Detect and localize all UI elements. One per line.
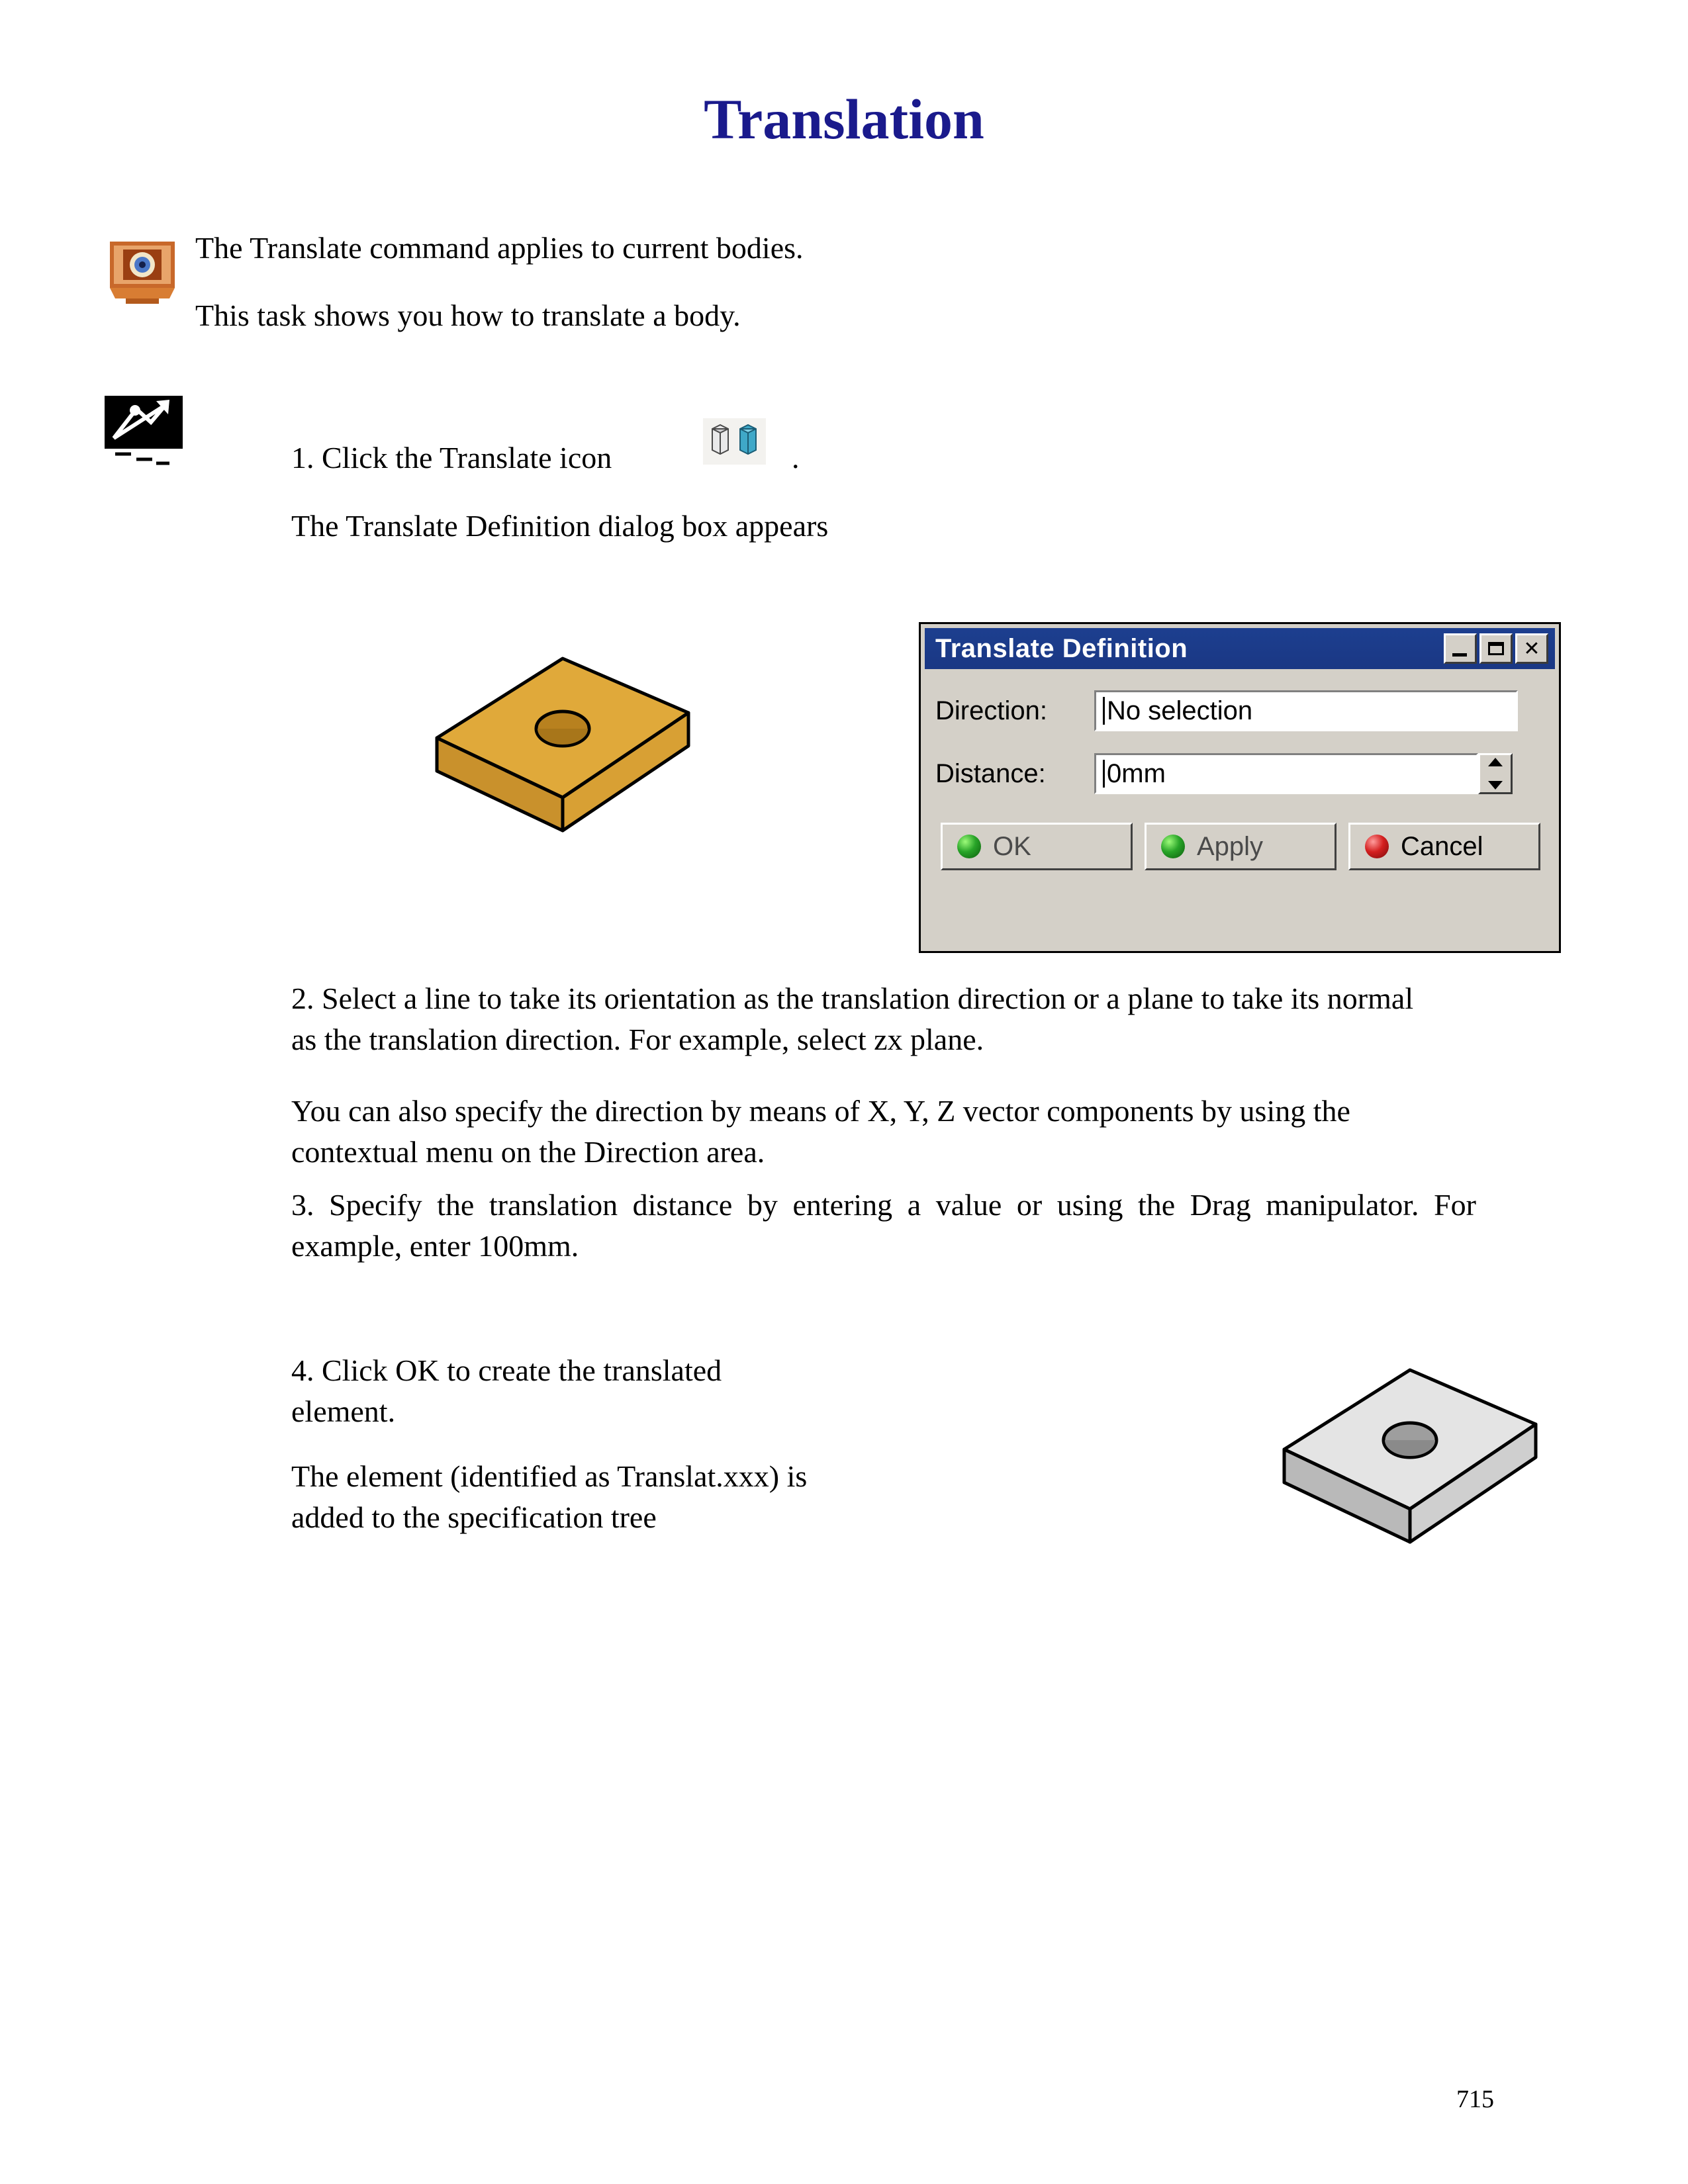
minimize-button[interactable] [1444,633,1477,664]
step1-period: . [792,441,800,475]
translate-tool-icon [105,396,194,469]
step4-note-text: The element (identified as Translat.xxx) is added to the specification tree [291,1459,808,1534]
distance-label: Distance: [935,758,1046,788]
distance-row [935,753,1513,794]
apply-button-label: Apply [1197,831,1264,861]
close-button[interactable]: ✕ [1515,633,1548,664]
page-title: Translation [704,87,984,151]
direction-row [935,690,1518,731]
intro-line-1: The Translate command applies to current bodies. [195,231,804,265]
step2-text: 2. Select a line to take its orientation as the translation direction or a plane to take its normal as the translation direction. For example, select zx plane. [291,981,1414,1056]
cancel-button-label: Cancel [1401,831,1483,861]
cancel-button[interactable] [1348,823,1540,870]
distance-value: 0mm [1107,758,1166,788]
distance-input[interactable] [1094,753,1478,794]
minimize-icon [1452,653,1467,657]
yellow-pad-with-hole-3d [397,639,708,857]
text-caret [1103,760,1105,788]
red-bullet-icon [1365,835,1389,858]
distance-stepper[interactable] [1478,753,1513,794]
translate-definition-dialog[interactable] [919,622,1561,953]
stepper-up-icon[interactable] [1488,758,1503,766]
text-caret [1103,697,1105,725]
green-bullet-icon [957,835,981,858]
direction-label: Direction: [935,696,1047,725]
direction-value: No selection [1107,696,1253,725]
note-stand-icon [106,235,179,308]
step4-text: 4. Click OK to create the translated element. [291,1353,722,1428]
dialog-buttons [941,823,1540,870]
step1-text: 1. Click the Translate icon [291,441,612,475]
maximize-button[interactable] [1479,633,1513,664]
green-bullet-icon [1161,835,1185,858]
translate-command-icon [703,418,766,465]
intro-line-2: This task shows you how to translate a body. [195,298,741,332]
ok-button-label: OK [993,831,1031,861]
page-number: 715 [1456,2085,1494,2113]
stepper-down-icon[interactable] [1488,781,1503,790]
ok-button[interactable] [941,823,1133,870]
maximize-icon [1488,642,1504,655]
step1-result: The Translate Definition dialog box appears [291,509,829,543]
dialog-titlebar[interactable] [925,628,1555,669]
apply-button[interactable] [1145,823,1336,870]
grey-pad-with-hole-3d [1244,1350,1562,1569]
titlebar-buttons [1444,633,1555,664]
dialog-title: Translate Definition [935,633,1188,663]
step2-note-text: You can also specify the direction by means of X, Y, Z vector components by using the contextual menu on the Direction area. [291,1094,1350,1169]
direction-input[interactable] [1094,690,1518,731]
step3-text: 3. Specify the translation distance by entering a value or using the Drag manipulator. For example, enter 100mm. [291,1188,1476,1263]
